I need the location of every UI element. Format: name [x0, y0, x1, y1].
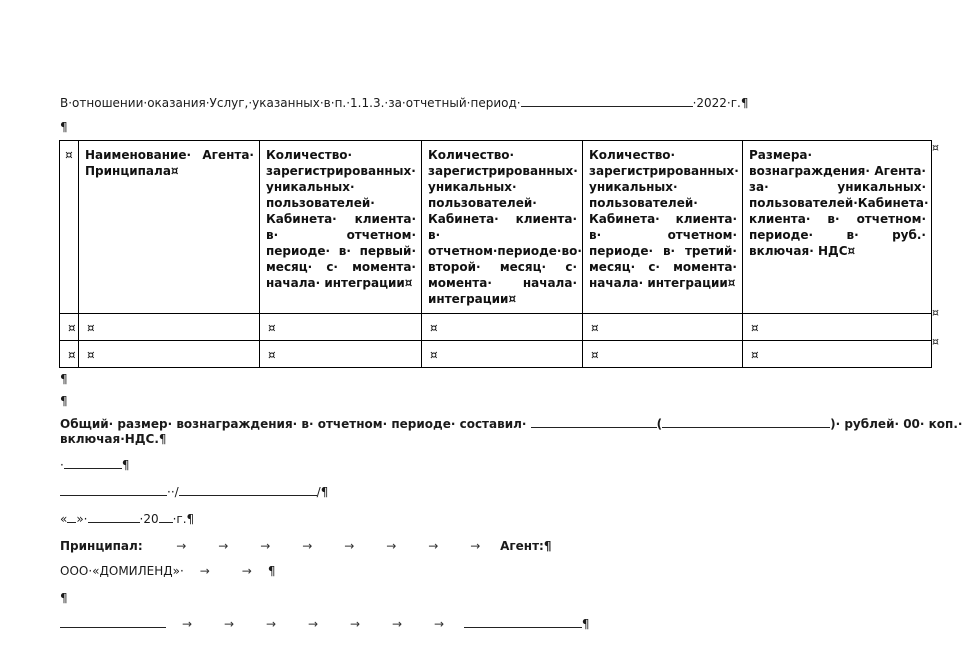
table-row — [60, 341, 932, 368]
year-suffix: ·г. — [172, 512, 187, 526]
total-vat: включая·НДС. — [60, 432, 159, 446]
empty-paragraph — [60, 590, 68, 606]
tab-arrow: → — [223, 617, 235, 631]
pilcrow-mark: ¶ — [320, 485, 329, 499]
tab-arrow: → — [470, 539, 481, 553]
company-name: ООО·«ДОМИЛЕНД»· — [60, 564, 184, 578]
pilcrow-mark: ¶ — [543, 539, 552, 553]
tab-arrow: → — [428, 539, 439, 553]
total-currency: )· рублей· 00· коп.· — [830, 417, 963, 431]
signature-sep: ··/ — [167, 485, 179, 499]
empty-paragraph — [60, 371, 68, 387]
table-cell[interactable]: ¤ — [79, 341, 260, 368]
principal-signature-blank — [60, 615, 166, 628]
table-cell[interactable]: ¤ — [422, 314, 583, 341]
day-blank — [67, 510, 76, 523]
pilcrow-mark: ¶ — [60, 120, 68, 134]
final-signature-line — [60, 615, 589, 632]
pilcrow-mark: ¶ — [740, 96, 749, 110]
pilcrow-mark: ¶ — [60, 394, 68, 408]
tab-arrow: → — [181, 617, 193, 631]
pilcrow-mark: ¶ — [60, 591, 68, 605]
table-cell[interactable]: ¤ — [583, 314, 743, 341]
table-cell[interactable]: ¤ — [260, 314, 422, 341]
year-blank — [159, 510, 173, 523]
total-paragraph — [60, 415, 962, 432]
signature-line — [60, 483, 328, 500]
amount-blank — [531, 415, 657, 428]
period-blank — [521, 94, 693, 107]
intro-paragraph — [60, 94, 749, 111]
blank-line — [60, 456, 129, 473]
pilcrow-mark: ¶ — [121, 458, 130, 472]
tab-arrow: → — [391, 617, 403, 631]
table-header-cell[interactable]: Наименование· Агента· Принципала¤ — [79, 141, 260, 314]
table-cell[interactable]: ¤ — [260, 341, 422, 368]
pilcrow-mark: ¶ — [60, 372, 68, 386]
parties-line — [60, 538, 552, 554]
empty-paragraph — [60, 119, 68, 135]
table-cell[interactable]: ¤ — [743, 314, 932, 341]
table-cell[interactable]: ¤ — [583, 341, 743, 368]
tab-arrow: → — [241, 564, 252, 578]
tab-arrow: → — [433, 617, 445, 631]
tab-arrow: → — [260, 539, 271, 553]
empty-paragraph — [60, 393, 68, 409]
row-end-mark: ¤ — [932, 141, 939, 154]
quote-close: »· — [76, 512, 88, 526]
intro-year: ·2022·г. — [692, 96, 741, 110]
dot-mark: · — [60, 458, 64, 472]
total-paragraph-line2 — [60, 431, 167, 447]
company-line — [60, 563, 275, 579]
table-cell[interactable]: ¤ — [79, 314, 260, 341]
table-cell[interactable]: ¤ — [60, 341, 79, 368]
table-cell[interactable]: ¤ — [743, 341, 932, 368]
pilcrow-mark: ¶ — [186, 512, 195, 526]
table-header-cell[interactable]: Количество· зарегистрированных· уникальных· пользователей· Кабинета· клиента· в· отчетном·периоде·во· второй· месяц· с· момента· начала· интеграции¤ — [422, 141, 583, 314]
date-line — [60, 510, 194, 527]
year-prefix: ·20 — [139, 512, 159, 526]
principal-label: Принципал: — [60, 539, 143, 553]
signature-blank — [60, 483, 167, 496]
tab-arrow: → — [302, 539, 313, 553]
tab-arrow: → — [218, 539, 229, 553]
short-blank — [64, 456, 122, 469]
agent-signature-blank — [464, 615, 582, 628]
row-end-mark: ¤ — [932, 335, 939, 348]
tab-arrow: → — [199, 564, 210, 578]
table-cell[interactable]: ¤ — [422, 341, 583, 368]
table-header-cell[interactable]: ¤ — [60, 141, 79, 314]
name-blank — [179, 483, 317, 496]
quote-open: « — [60, 512, 68, 526]
report-table — [59, 140, 932, 368]
tab-arrow: → — [176, 539, 187, 553]
tab-arrow: → — [349, 617, 361, 631]
agent-label: Агент: — [500, 539, 544, 553]
amount-words-blank — [662, 415, 830, 428]
table-row — [60, 314, 932, 341]
tab-arrow: → — [307, 617, 319, 631]
table-header-cell[interactable]: Количество· зарегистрированных· уникальных· пользователей· Кабинета· клиента· в· отчетном· периоде· в· третий· месяц· с· момента· начала· интеграции¤ — [583, 141, 743, 314]
tab-arrow: → — [344, 539, 355, 553]
table-header-cell[interactable]: Размера· вознаграждения· Агента· за· уникальных· пользователей·Кабинета· клиента· в· отчетном· периоде· в· руб.· включая· НДС¤ — [743, 141, 932, 314]
table-header-row — [60, 141, 932, 314]
tab-arrow: → — [265, 617, 277, 631]
tab-arrow: → — [386, 539, 397, 553]
pilcrow-mark: ¶ — [158, 432, 167, 446]
paren-open: ( — [656, 417, 663, 431]
signature-end: / — [316, 485, 321, 499]
table-header-cell[interactable]: Количество· зарегистрированных· уникальных· пользователей· Кабинета· клиента· в· отчетном· периоде· в· первый· месяц· с· момента· начала· интеграции¤ — [260, 141, 422, 314]
intro-text: В·отношении·оказания·Услуг,·указанных·в·п.·1.1.3.·за·отчетный·период· — [60, 96, 521, 110]
total-text: Общий· размер· вознаграждения· в· отчетном· периоде· составил· — [60, 417, 531, 431]
row-end-mark: ¤ — [932, 306, 939, 319]
table-cell[interactable]: ¤ — [60, 314, 79, 341]
month-blank — [88, 510, 140, 523]
pilcrow-mark: ¶ — [581, 617, 590, 631]
pilcrow-mark: ¶ — [267, 564, 276, 578]
